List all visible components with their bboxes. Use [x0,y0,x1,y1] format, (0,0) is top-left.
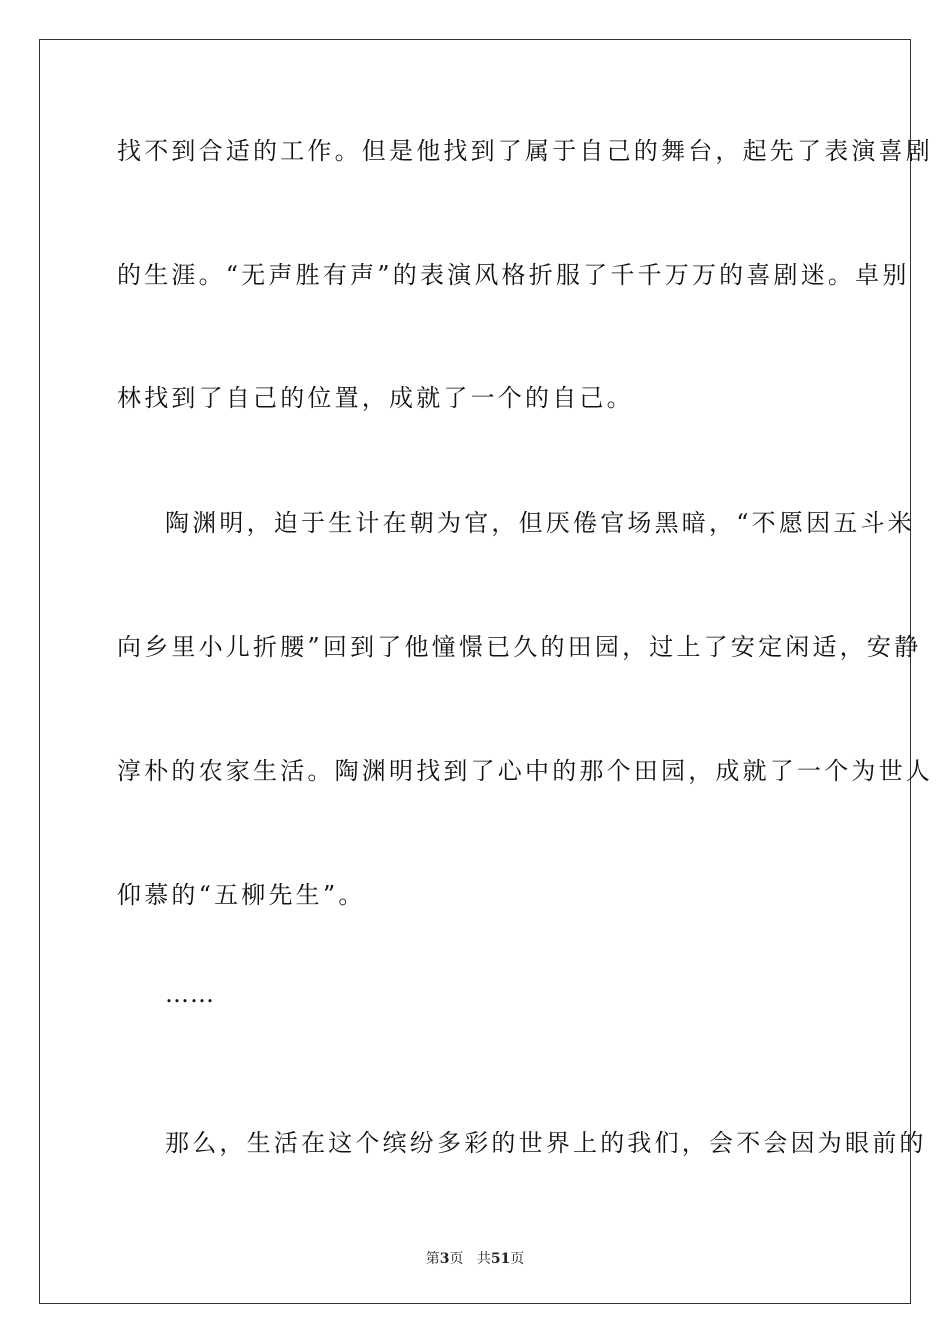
footer-page-suffix: 页 [449,1251,464,1267]
text-line-3: 林找到了自己的位置，成就了一个的自己。 [117,384,634,412]
footer-page-number: 3 [439,1251,450,1267]
text-line-2: 的生涯。“无声胜有声”的表演风格折服了千千万万的喜剧迷。卓别 [117,261,910,289]
footer-page-prefix: 第 [425,1251,440,1267]
page-border [39,39,933,1304]
text-line-5: 向乡里小儿折腰”回到了他憧憬已久的田园，过上了安定闲适，安静 [117,633,922,661]
text-line-7: 仰慕的“五柳先生”。 [117,881,366,909]
text-line-4: 陶渊明，迫于生计在朝为官，但厌倦官场黑暗，“不愿因五斗米 [165,509,915,537]
ellipsis: …… [165,980,215,1008]
text-line-1: 找不到合适的工作。但是他找到了属于自己的舞台，起先了表演喜剧 [117,137,933,165]
text-line-6: 淳朴的农家生活。陶渊明找到了心中的那个田园，成就了一个为世人 [117,757,933,785]
text-line-9: 那么，生活在这个缤纷多彩的世界上的我们，会不会因为眼前的 [165,1129,927,1157]
footer-total-prefix: 共 [476,1251,491,1267]
page-footer [0,1248,950,1268]
footer-total-pages: 51 [490,1251,511,1267]
footer-total-suffix: 页 [510,1251,525,1267]
